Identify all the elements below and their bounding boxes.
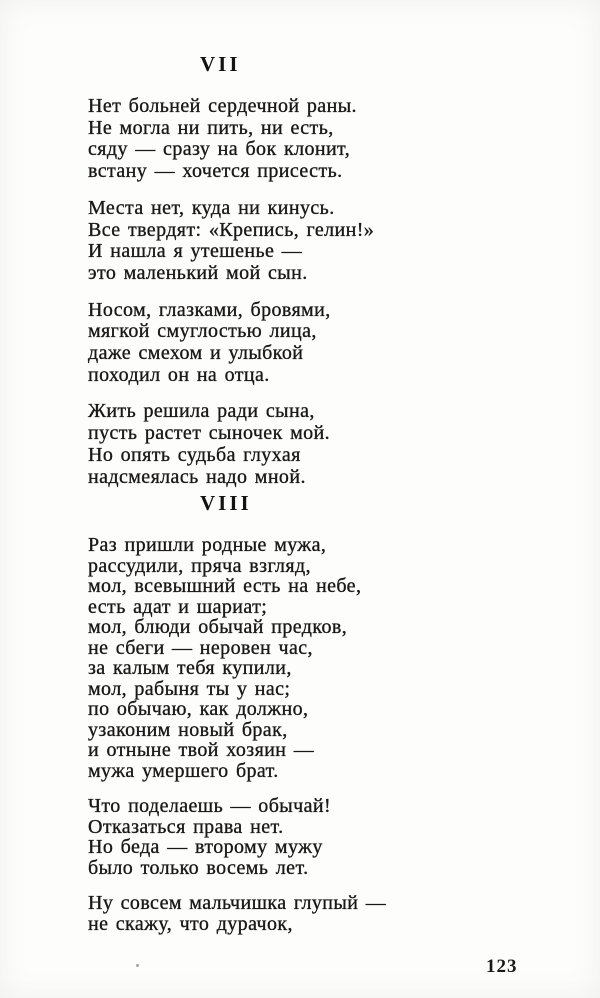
- poem-line: Но беда — второму мужу: [88, 836, 323, 859]
- section-heading: VIII: [200, 491, 252, 516]
- poem-line: Нет больней сердечной раны.: [88, 95, 357, 117]
- poem-line: Ну совсем мальчишка глупый —: [88, 892, 387, 915]
- poem-line: Носом, глазками, бровями,: [88, 298, 331, 321]
- poem-line: даже смехом и улыбкой: [88, 342, 304, 365]
- poem-sections: [88, 53, 548, 934]
- poem-line: И нашла я утешенье —: [88, 240, 303, 263]
- poem-line: Что поделаешь — обычай!: [88, 795, 332, 818]
- stanza: [88, 893, 548, 934]
- scan-speck: [136, 964, 139, 967]
- poem-line: Не могла ни пить, ни есть,: [88, 116, 334, 139]
- poem-line: не сбеги — неровен час,: [88, 636, 313, 659]
- stanza: [88, 535, 548, 781]
- poem-line: мужа умершего брат.: [88, 759, 279, 782]
- poem-line: и отныне твой хозяин —: [88, 739, 315, 762]
- poem-line: за калым тебя купили,: [88, 657, 292, 680]
- poem-line: Отказаться права нет.: [88, 815, 284, 838]
- poem-line: встану — хочется присесть.: [88, 160, 343, 183]
- poem-line: Все твердят: «Крепись, гелин!»: [88, 218, 375, 241]
- poem-line: Но опять судьба глухая: [88, 443, 301, 466]
- poem-line: надсмеялась надо мной.: [88, 465, 306, 488]
- poem-line: мол, блюди обычай предков,: [88, 616, 348, 639]
- stanza: [88, 796, 548, 878]
- page-number: 123: [486, 956, 518, 977]
- poem-section-vii: [88, 53, 548, 488]
- poem-line: мягкой смуглостью лица,: [88, 320, 317, 343]
- stanza: [88, 401, 548, 488]
- poem-line: Жить решила ради сына,: [88, 400, 315, 423]
- poem-line: Места нет, куда ни кинусь.: [88, 196, 335, 219]
- poem-line: рассудили, пряча взгляд,: [88, 554, 311, 577]
- poem-line: по обычаю, как должно,: [88, 698, 309, 721]
- stanza: [88, 300, 548, 387]
- poem-line: это маленький мой сын.: [88, 261, 308, 284]
- stanza: [88, 96, 548, 183]
- poem-line: не скажу, что дурачок,: [88, 912, 293, 935]
- poem-line: походил он на отца.: [88, 363, 270, 386]
- stanza: [88, 198, 548, 285]
- poem-line: было только восемь лет.: [88, 856, 309, 879]
- poem-line: мол, рабыня ты у нас;: [88, 677, 291, 700]
- poem-line: узаконим новый брак,: [88, 718, 288, 741]
- poem-line: сяду — сразу на бок клонит,: [88, 138, 351, 161]
- poem-line: Раз пришли родные мужа,: [88, 534, 327, 557]
- poem-line: пусть растет сыночек мой.: [88, 422, 331, 445]
- poem-section-viii: [88, 492, 548, 934]
- poem-line: мол, всевышний есть на небе,: [88, 575, 362, 598]
- poem-line: есть адат и шариат;: [88, 595, 268, 618]
- section-heading: VII: [200, 52, 241, 76]
